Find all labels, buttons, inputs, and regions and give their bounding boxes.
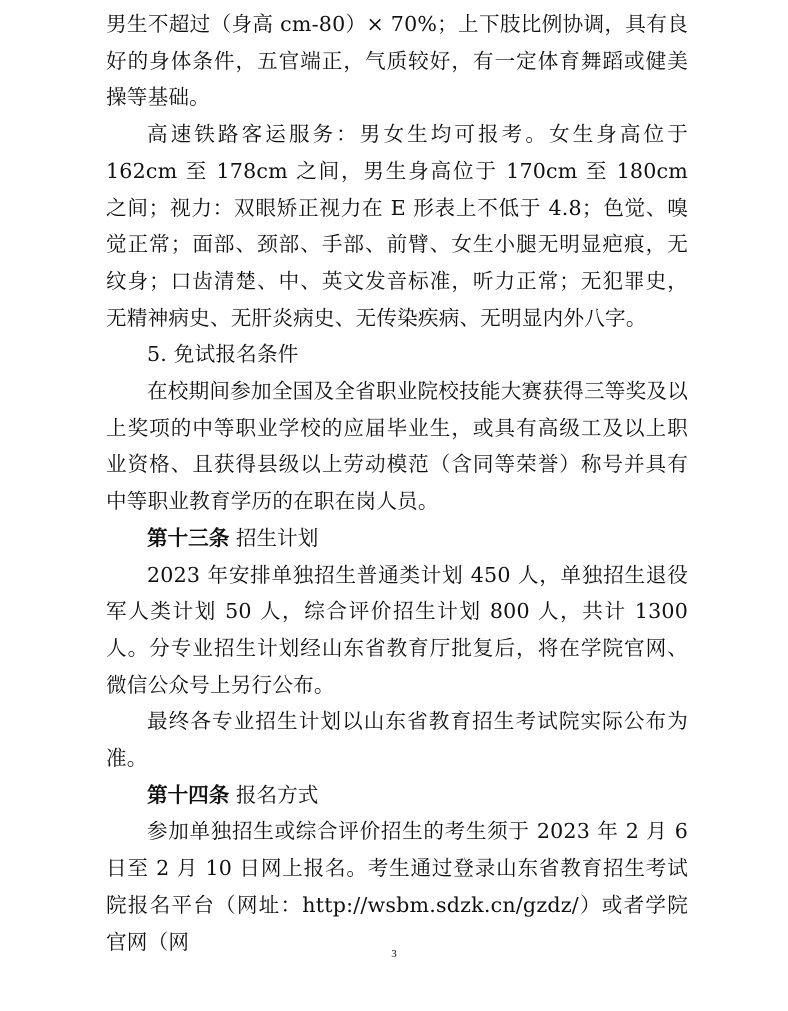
page-number: 3 [391,948,397,960]
paragraph-high-speed-rail-service: 高速铁路客运服务：男女生均可报考。女生身高位于 162cm 至 178cm 之间，男生身高位于 170cm 至 180cm 之间；视力：双眼矫正视力在 E 形表上不低于 4.8；色觉、嗅觉正常；面部、颈部、手部、前臂、女生小腿无明显疤痕，无纹身；口齿清楚、中、英文发音标准，听力正常；无犯罪史，无精神病史、无肝炎病史、无传染疾病、无明显内外八字。 [106,122,688,330]
article-13-heading [106,520,688,557]
paragraph-exempt-conditions: 在校期间参加全国及全省职业院校技能大赛获得三等奖及以上奖项的中等职业学校的应届毕业生，或具有高级工及以上职业资格、且获得县级以上劳动模范（含同等荣誉）称号并具有中等职业教育学历的在职在岗人员。 [106,379,688,514]
article-13-title: 招生计划 [229,525,319,550]
article-14-title: 报名方式 [229,782,319,807]
paragraph-exempt-heading: 5. 免试报名条件 [147,342,299,367]
article-13-paragraph: 2023 年安排单独招生普通类计划 450 人，单独招生退役军人类计划 50 人，综合评价招生计划 800 人，共计 1300 人。分专业招生计划经山东省教育厅批复后，将在学院官网、微信公众号上另行公布。 [106,562,688,697]
document-body [106,6,688,960]
article-14-number: 第十四条 [147,782,230,807]
article-13-paragraph: 最终各专业招生计划以山东省教育招生考试院实际公布为准。 [106,709,688,771]
article-13-number: 第十三条 [147,525,230,550]
article-14-heading [106,777,688,814]
article-14-paragraph: 参加单独招生或综合评价招生的考生须于 2023 年 2 月 6 日至 2 月 10 日网上报名。考生通过登录山东省教育招生考试院报名平台（网址：http://wsbm.sdzk.cn/gzdz/）或者学院官网（网 [106,819,688,954]
paragraph-male-requirements: 男生不超过（身高 cm-80）× 70%；上下肢比例协调，具有良好的身体条件，五官端正，气质较好，有一定体育舞蹈或健美操等基础。 [106,12,688,110]
